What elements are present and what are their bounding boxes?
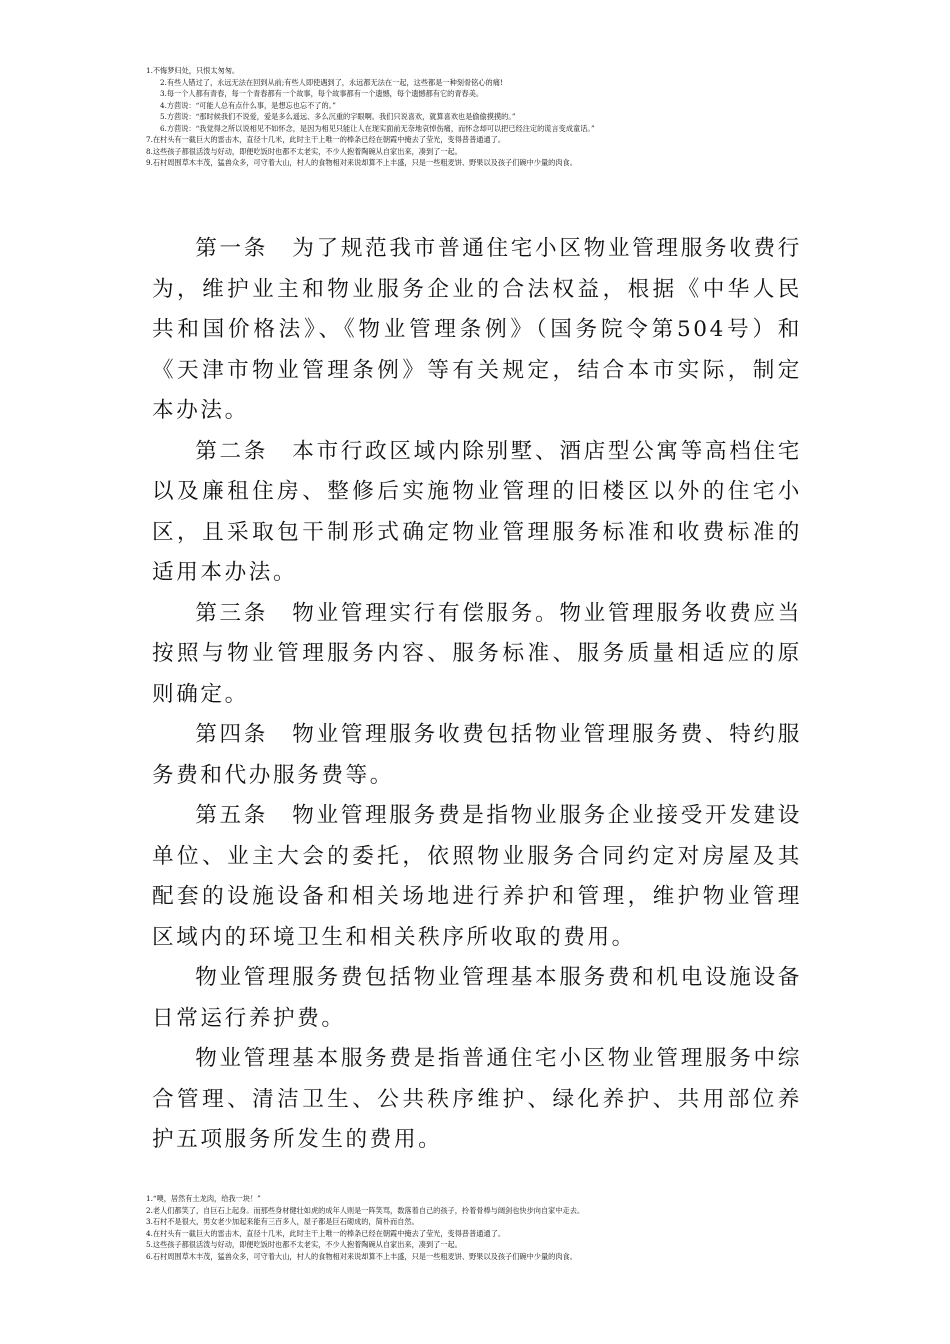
header-note-3: 3.每一个人都有青春，每一个青春都有一个故事，每个故事都有一个遗憾，每个遗憾都有它的青春美。	[160, 89, 484, 98]
article-5-paragraph-2: 物业管理服务费包括物业管理基本服务费和机电设施设备日常运行养护费。	[152, 965, 802, 1031]
header-note-6: 6.方茴说：“我觉得之所以说相见不如怀念，是因为相见只能让人在现实面前无奈地哀悼伤痛，而怀念却可以把已经注定的谎言变成童话。”	[160, 123, 595, 133]
header-note-4: 4.方茴说：“可能人总有点什么事，是想忘也忘不了的。”	[160, 100, 336, 110]
footer-note-5: 5.这些孩子都很活泼与好动，即便吃饭时也都不太老实，不少人抱着陶碗从自家出来，凑到了一起。	[146, 1240, 462, 1249]
header-note-2: 2.有些人错过了，永远无法在回到从前;有些人即使遇到了，永远都无法在一起，这些都是一种刻骨铭心的痛!	[160, 77, 503, 87]
article-5-paragraph-3: 物业管理基本服务费是指普通住宅小区物业管理服务中综合管理、清洁卫生、公共秩序维护、绿化养护、共用部位养护五项服务所发生的费用。	[152, 1046, 802, 1152]
article-4-paragraph: 第四条 物业管理服务收费包括物业管理服务费、特约服务费和代办服务费等。	[152, 722, 802, 788]
header-note-5: 5.方茴说：“那时候我们不说爱，爱是多么遥远、多么沉重的字眼啊。我们只说喜欢，就算喜欢也是偷偷摸摸的。”	[160, 112, 516, 121]
article-1-paragraph: 第一条 为了规范我市普通住宅小区物业管理服务收费行为，维护业主和物业服务企业的合法权益，根据《中华人民共和国价格法》、《物业管理条例》（国务院令第504号）和《天津市物业管理条例》等有关规定，结合本市实际，制定本办法。	[152, 236, 802, 423]
footer-note-3: 3.石村不是很大，男女老少加起来能有三百多人，屋子都是巨石砌成的，简朴而自然。	[146, 1217, 419, 1226]
footer-note-4: 4.在村头有一截巨大的雷击木，直径十几米，此时主干上唯一的棒条已经在朝霞中掩去了莹光，变得普普通通了。	[146, 1228, 506, 1238]
header-note-9: 9.石村周围草木丰茂，猛兽众多，可守着大山，村人的食物相对来说却算不上丰盛，只是一些粗麦饼、野果以及孩子们碗中少量的肉食。	[146, 158, 577, 167]
header-note-7: 7.在村头有一截巨大的雷击木，直径十几米，此时主干上唯一的棒条已经在朝霞中掩去了莹光，变得普普通通了。	[146, 135, 506, 144]
header-note-1: 1.不悔梦归处，只恨太匆匆。	[146, 66, 240, 75]
article-5-paragraph: 第五条 物业管理服务费是指物业服务企业接受开发建设单位、业主大会的委托，依照物业服务合同约定对房屋及其配套的设施设备和相关场地进行养护和管理，维护物业管理区域内的环境卫生和相关秩序所收取的费用。	[152, 803, 802, 950]
header-note-8: 8.这些孩子都很活泼与好动，即便吃饭时也都不太老实，不少人抱着陶碗从自家出来，凑到了一起。	[146, 146, 462, 156]
article-3-paragraph: 第三条 物业管理实行有偿服务。物业管理服务收费应当按照与物业管理服务内容、服务标准、服务质量相适应的原则确定。	[152, 600, 802, 707]
regulation-body	[152, 229, 802, 1161]
footer-note-6: 6.石村周围草木丰茂，猛兽众多，可守着大山，村人的食物相对来说却算不上丰盛，只是一些粗麦饼、野果以及孩子们碗中少量的肉食。	[146, 1251, 577, 1261]
footer-note-1: 1.“噢，居然有土龙肉，给我一块！”	[146, 1194, 261, 1203]
footer-note-2: 2.老人们都笑了，自巨石上起身。而那些身材健壮如虎的成年人则是一阵笑骂，数落着自己的孩子，拎着骨棒与阔剑也快步向自家中走去。	[146, 1205, 585, 1215]
article-2-paragraph: 第二条 本市行政区域内除别墅、酒店型公寓等高档住宅以及廉租住房、整修后实施物业管理的旧楼区以外的住宅小区，且采取包干制形式确定物业管理服务标准和收费标准的适用本办法。	[152, 438, 802, 585]
